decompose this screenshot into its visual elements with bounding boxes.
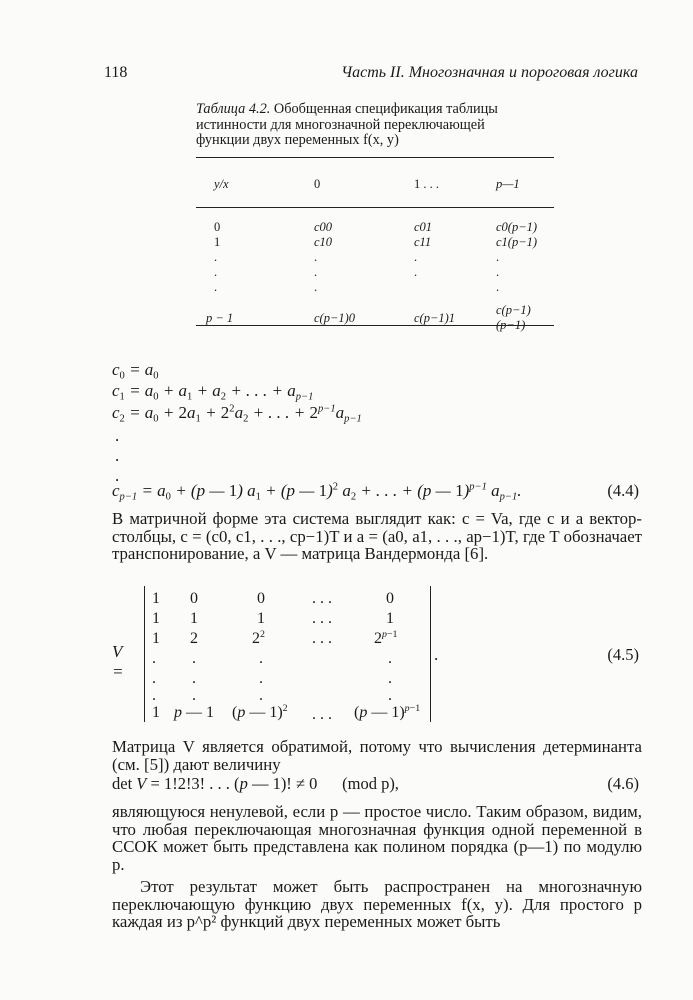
- matrix-cell: 1: [152, 590, 160, 607]
- matrix-cell: .: [192, 687, 196, 704]
- table-row: [196, 265, 554, 280]
- equation-line: $c_{p-1} = a_0 + (p$ — 1) $a_1 + (p$ — 1)$^2$ $a_2$ + . . . + (p — 1)$^{p-1}$ $a_{p-1}$.: [112, 481, 522, 503]
- matrix-cell: 1: [257, 610, 265, 627]
- matrix-left-bar: [144, 586, 145, 722]
- matrix-cell: 1: [152, 610, 160, 627]
- matrix-cell: 2: [190, 630, 198, 647]
- matrix-cell: .: [388, 650, 392, 667]
- matrix-cell: (p — 1)$^2$: [232, 703, 288, 721]
- ellipsis-dot: .: [115, 426, 120, 445]
- matrix-cell: .: [152, 650, 156, 667]
- table-header-row: [196, 170, 554, 198]
- equation-number: (4.5): [607, 645, 639, 664]
- matrix-cell: p — 1: [174, 704, 214, 721]
- table-cell: .: [214, 265, 218, 279]
- table-cell: .: [496, 280, 500, 294]
- matrix-cell: 0: [386, 590, 394, 607]
- matrix-period: .: [434, 645, 439, 664]
- table-cell: .: [496, 250, 500, 264]
- table-cell: c(p−1)1: [414, 310, 456, 325]
- table-cell: .: [214, 280, 218, 294]
- table-row: [196, 295, 554, 333]
- header-cell: 0: [314, 176, 321, 191]
- paragraph: Матрица V является обратимой, потому что вычисления детерминанта (см. [5]) дают величину: [112, 737, 642, 774]
- page-number: 118: [104, 64, 128, 81]
- table-cell: 1: [214, 235, 221, 249]
- determinant-equation: det V = 1!2!3! . . . (p — 1)! ≠ 0 (mod p),: [112, 774, 399, 793]
- table-caption-text: Обобщенная спецификация таблицы истинности для многозначной переключающей функции двух переменных f(x, y): [196, 101, 498, 148]
- matrix-cell: .: [259, 650, 263, 667]
- table-row: [196, 250, 554, 265]
- matrix-cell: (p — 1)$^{p-1}$: [354, 703, 421, 721]
- paragraph: Этот результат может быть распространен на многозначную переключающую функцию двух переменных f(x, y). Для простого p каждая из p^p² функций двух переменных может быть: [112, 877, 642, 932]
- matrix-right-bar: [430, 586, 431, 722]
- equation-number: (4.6): [607, 774, 639, 793]
- table-cell: .: [214, 250, 218, 264]
- header-cell: p—1: [496, 176, 520, 191]
- matrix-cell: .: [192, 650, 196, 667]
- matrix-cell: $2^2$: [252, 629, 265, 647]
- matrix-cell: 0: [257, 590, 265, 607]
- table-cell: .: [496, 265, 500, 279]
- matrix-cell: .: [388, 670, 392, 687]
- table-cell: .: [414, 265, 418, 279]
- matrix-cell: . . .: [312, 630, 332, 647]
- matrix-cell: .: [259, 687, 263, 704]
- table-caption: [196, 102, 536, 149]
- equation-line: $c_2 = a_0 + 2a_1 + 2^2a_2$ + . . . + $2^{p-1}a_{p-1}$: [112, 403, 362, 425]
- ellipsis-dot: .: [115, 446, 120, 465]
- matrix-cell: . . .: [312, 610, 332, 627]
- paragraph: являющуюся ненулевой, если p — простое число. Таким образом, видим, что любая переключающая многозначная функция одной переменной в ССОК может быть представлена как полином порядка (p—1) по модулю p.: [112, 802, 642, 874]
- table-row: [196, 235, 554, 250]
- matrix-cell: . . .: [312, 590, 332, 607]
- table-row: [196, 280, 554, 295]
- matrix-cell: .: [152, 670, 156, 687]
- matrix-lhs: V =: [112, 642, 124, 681]
- matrix-cell: .: [259, 670, 263, 687]
- table-cell: c10: [314, 235, 333, 249]
- matrix-cell: .: [192, 670, 196, 687]
- running-title: Часть II. Многозначная и пороговая логика: [341, 64, 638, 81]
- mod-text: (mod p),: [342, 774, 399, 793]
- matrix-cell: 1: [190, 610, 198, 627]
- header-cell: 1 . . .: [414, 176, 439, 191]
- table-cell: c11: [414, 235, 432, 249]
- matrix-cell: . . .: [312, 706, 332, 723]
- table-cell: c0(p−1): [496, 220, 538, 234]
- header-cell: y/x: [214, 176, 229, 191]
- matrix-cell: .: [152, 687, 156, 704]
- matrix-cell: .: [388, 687, 392, 704]
- table-row: [196, 220, 554, 235]
- paragraph: В матричной форме эта система выглядит как: c = Va, где c и a вектор-столбцы, c = (c0, c1, . . ., cp−1)T и a = (a0, a1, . . ., ap−1)T, где T обозначает транспонирование, а V — матрица Вандермонда [6].: [112, 509, 642, 564]
- matrix-cell: $2^{p-1}$: [374, 629, 398, 647]
- matrix-cell: 0: [190, 590, 198, 607]
- equation-line: $c_0 = a_0$: [112, 360, 159, 382]
- matrix-cell: 1: [152, 704, 160, 721]
- table-cell: .: [414, 250, 418, 264]
- equation-number: (4.4): [607, 481, 639, 500]
- matrix-cell: 1: [386, 610, 394, 627]
- table-cell: c(p−1)0: [314, 310, 356, 325]
- table-cell: .: [314, 280, 318, 294]
- table-label: Таблица 4.2.: [196, 101, 271, 117]
- equation-line: $c_1 = a_0 + a_1 + a_2$ + . . . + $a_{p-1}$: [112, 381, 314, 403]
- table-cell: .: [314, 265, 318, 279]
- table-cell: c01: [414, 220, 433, 234]
- table-cell: 0: [214, 220, 221, 234]
- matrix-cell: 1: [152, 630, 160, 647]
- table-cell: c(p−1)(p−1): [496, 303, 531, 332]
- table-top-rule: [196, 157, 554, 158]
- table-cell: [414, 280, 496, 295]
- spec-table: [196, 170, 554, 333]
- table-cell: p − 1: [206, 310, 234, 325]
- table-cell: c1(p−1): [496, 235, 538, 249]
- ellipsis-dot: .: [115, 466, 120, 485]
- table-cell: .: [314, 250, 318, 264]
- table-cell: c00: [314, 220, 333, 234]
